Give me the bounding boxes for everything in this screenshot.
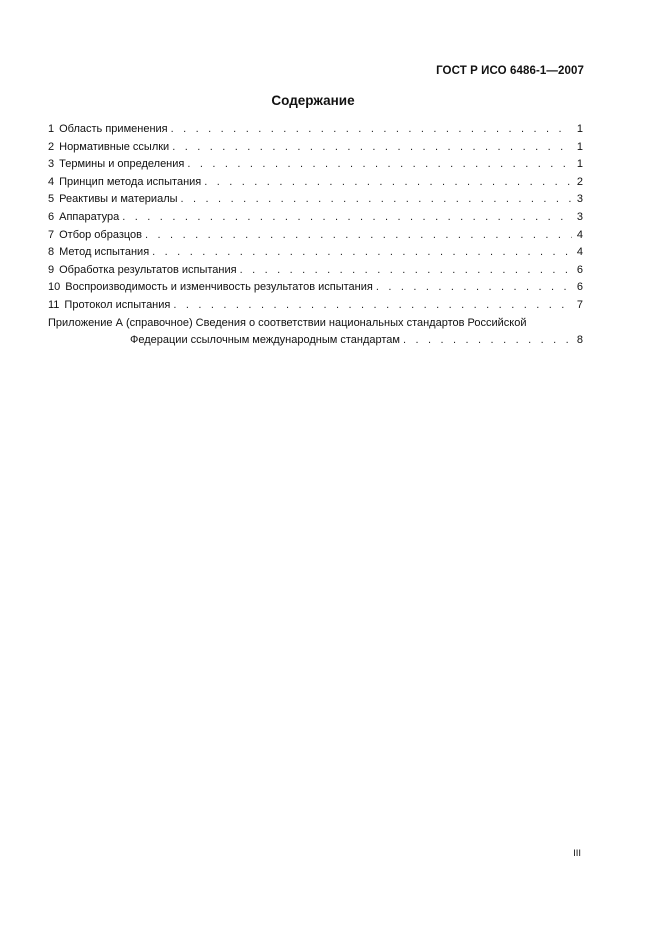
toc-leader-dots — [171, 121, 572, 139]
toc-entry-label: Метод испытания — [59, 246, 150, 259]
appendix-title-line2: Федерации ссылочным международным стандартам — [130, 334, 400, 347]
table-of-contents — [48, 121, 583, 350]
toc-entry-label: Аппаратура — [59, 210, 120, 223]
toc-entry[interactable] — [48, 244, 583, 262]
toc-entry-label: Нормативные ссылки — [59, 140, 170, 153]
toc-entry[interactable] — [48, 209, 583, 227]
toc-entry-page: 4 — [576, 228, 583, 241]
toc-entry-label: Область применения — [59, 123, 168, 135]
toc-leader-dots — [145, 227, 572, 245]
toc-entry-page: 7 — [576, 298, 583, 311]
toc-entry-page: 1 — [576, 158, 583, 171]
toc-leader-dots — [376, 279, 572, 297]
toc-entry[interactable] — [48, 262, 583, 280]
toc-entry-number: 7 — [48, 228, 55, 241]
toc-leader-dots — [173, 297, 572, 315]
toc-entry[interactable] — [48, 227, 583, 245]
toc-appendix-entry[interactable] — [48, 315, 583, 350]
appendix-title-line1: Приложение А (справочное) Сведения о соответствии национальных стандартов Российской — [48, 316, 527, 329]
toc-entry-label: Воспроизводимость и изменчивость результатов испытания — [65, 281, 373, 294]
toc-entry[interactable] — [48, 279, 583, 297]
document-header: ГОСТ Р ИСО 6486-1—2007 — [436, 65, 584, 77]
toc-entry-number: 5 — [48, 193, 55, 206]
toc-entry[interactable] — [48, 121, 583, 139]
toc-entry-page: 6 — [576, 263, 583, 276]
toc-entry-number: 8 — [48, 246, 55, 259]
toc-leader-dots — [187, 156, 572, 174]
toc-entry-number: 1 — [48, 123, 55, 135]
toc-entry[interactable] — [48, 174, 583, 192]
page-title: Содержание — [271, 93, 355, 108]
toc-leader-dots — [403, 332, 572, 350]
toc-entry[interactable] — [48, 156, 583, 174]
toc-entry-label: Термины и определения — [59, 158, 185, 171]
toc-entry-page: 3 — [576, 193, 583, 206]
toc-entry[interactable] — [48, 297, 583, 315]
toc-entry-number: 6 — [48, 210, 55, 223]
toc-leader-dots — [204, 174, 572, 192]
toc-entry-number: 9 — [48, 263, 55, 276]
toc-entry-page: 2 — [576, 175, 583, 188]
toc-entry-page: 6 — [576, 281, 583, 294]
toc-entry-label: Реактивы и материалы — [59, 193, 178, 206]
toc-entry[interactable] — [48, 191, 583, 209]
toc-entry-page: 1 — [576, 140, 583, 153]
toc-entry[interactable] — [48, 139, 583, 157]
toc-leader-dots — [181, 191, 572, 209]
toc-entry-label: Обработка результатов испытания — [59, 263, 237, 276]
appendix-title-line2-row — [48, 332, 583, 350]
toc-entry-number: 2 — [48, 140, 55, 153]
toc-leader-dots — [122, 209, 572, 227]
toc-entry-label: Отбор образцов — [59, 228, 143, 241]
toc-entry-label: Принцип метода испытания — [59, 175, 202, 188]
toc-leader-dots — [240, 262, 572, 280]
page-number: III — [573, 848, 581, 859]
toc-entry-number: 10 — [48, 281, 61, 294]
toc-entry-page: 4 — [576, 246, 583, 259]
toc-entry-number: 4 — [48, 175, 55, 188]
appendix-page: 8 — [576, 334, 583, 347]
toc-entry-number: 11 — [48, 298, 60, 311]
toc-leader-dots — [172, 139, 572, 157]
toc-entry-label: Протокол испытания — [64, 298, 171, 311]
toc-entry-page: 1 — [576, 123, 583, 135]
toc-leader-dots — [152, 244, 572, 262]
toc-entry-number: 3 — [48, 158, 55, 171]
toc-entry-page: 3 — [576, 210, 583, 223]
